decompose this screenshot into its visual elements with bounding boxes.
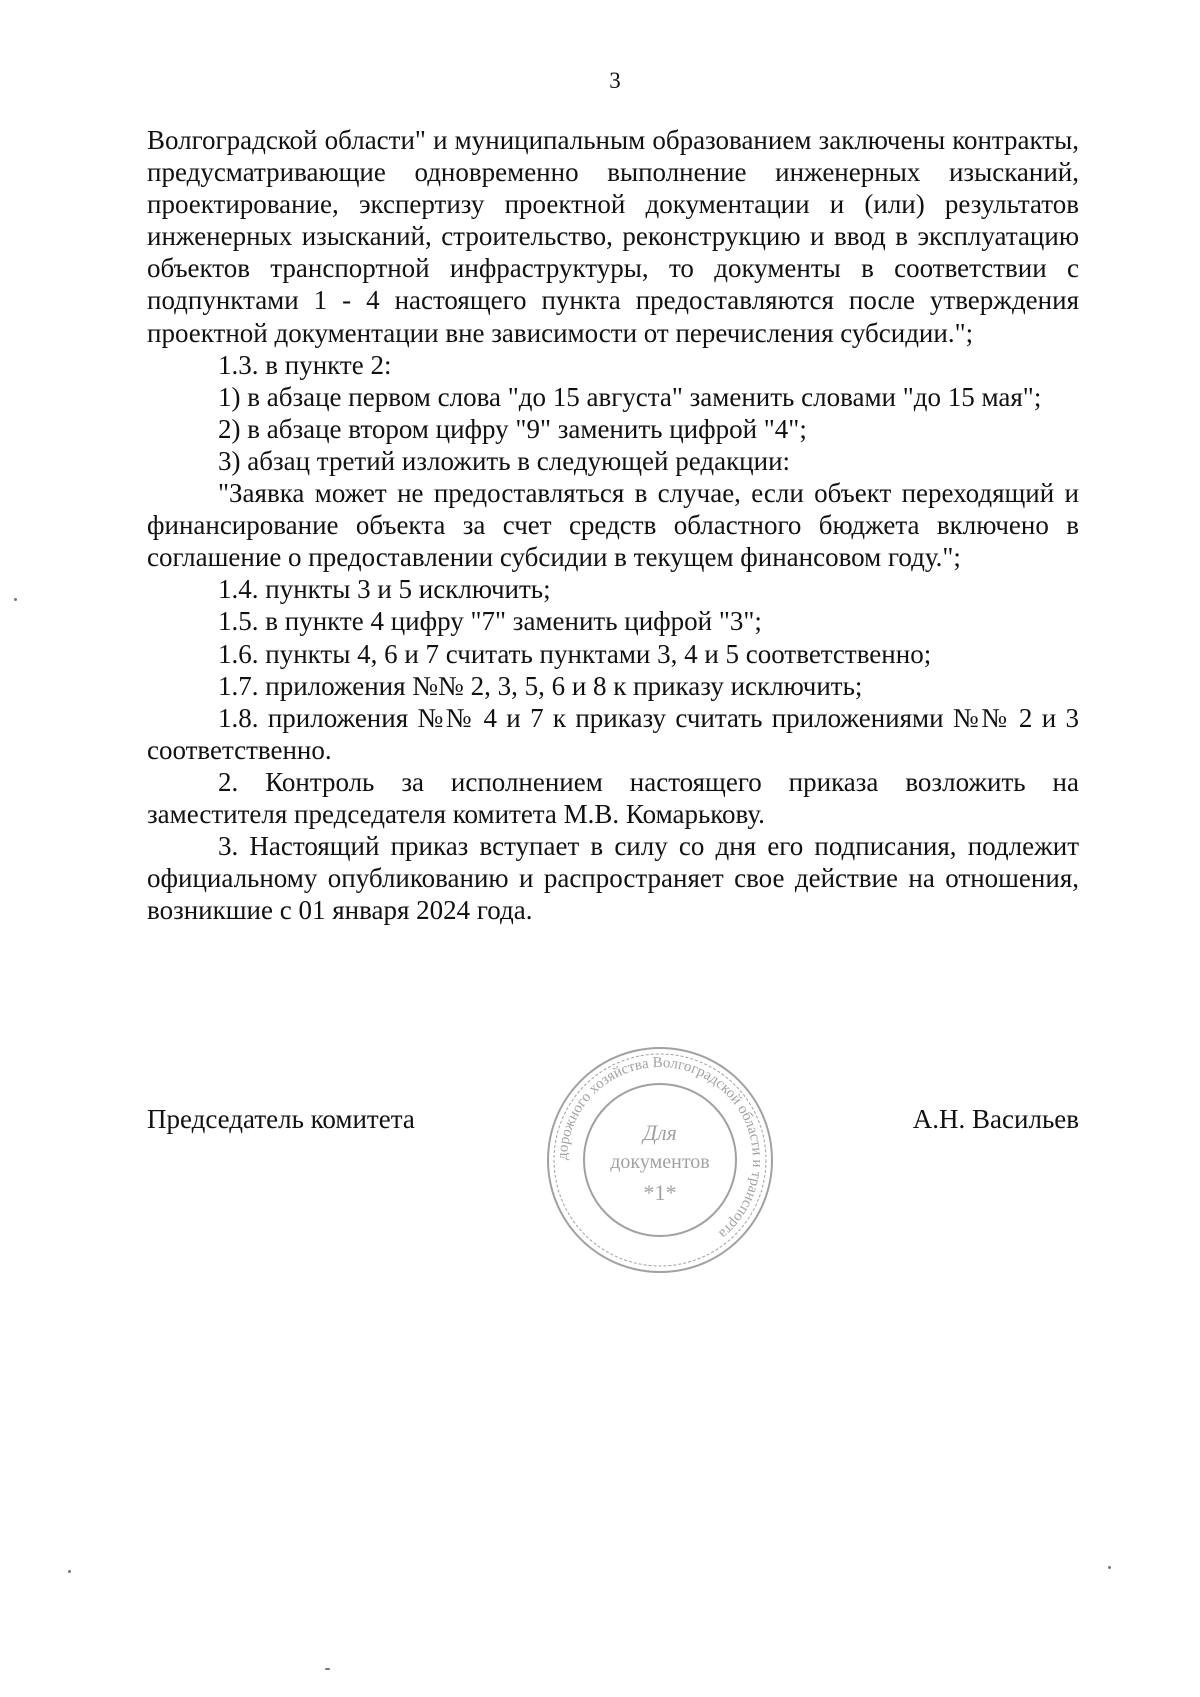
official-stamp	[540, 1040, 780, 1280]
paragraph-1-5: 1.5. в пункте 4 цифру "7" заменить цифрой "3";	[218, 606, 762, 637]
paragraph-1-8: 1.8. приложения №№ 4 и 7 к приказу считать приложениями №№ 2 и 3 соответственно.	[147, 702, 1079, 765]
paragraph-1-4: 1.4. пункты 3 и 5 исключить;	[218, 574, 551, 605]
stamp-center-line-1: Для	[643, 1120, 677, 1145]
stamp-ring-text: дорожного хозяйства Волгоградской области и транспорта	[554, 1054, 766, 1242]
signer-title: Председатель комитета	[147, 1104, 415, 1134]
paragraph-1-3: 1.3. в пункте 2:	[218, 349, 392, 380]
page-number: 3	[609, 68, 621, 93]
stamp-center-line-2: документов	[610, 1151, 710, 1173]
paragraph-1-3-item-3: 3) абзац третий изложить в следующей редакции:	[218, 445, 791, 476]
scan-speck	[1108, 1566, 1111, 1569]
paragraph-3: 3. Настоящий приказ вступает в силу со дня его подписания, подлежит официальному опубликованию и распространяет свое действие на отношения, возникшие с 01 января 2024 года.	[147, 831, 1079, 926]
paragraph-2: 2. Контроль за исполнением настоящего приказа возложить на заместителя председателя комитета М.В. Комарькову.	[147, 766, 1079, 829]
paragraph-1-3-item-2: 2) в абзаце втором цифру "9" заменить цифрой "4";	[218, 413, 807, 444]
paragraph-1-3-item-1: 1) в абзаце первом слова "до 15 августа" заменить словами "до 15 мая";	[218, 381, 1042, 412]
signer-name: А.Н. Васильев	[912, 1104, 1079, 1134]
scan-speck	[325, 1668, 330, 1670]
paragraph-1-7: 1.7. приложения №№ 2, 3, 5, 6 и 8 к приказу исключить;	[218, 670, 863, 701]
paragraph-quoted-amendment: "Заявка может не предоставляться в случае, если объект переходящий и финансирование объекта за счет средств областного бюджета включено в соглашение о предоставлении субсидии в текущем финансовом году.";	[147, 478, 1079, 573]
paragraph-1-6: 1.6. пункты 4, 6 и 7 считать пунктами 3, 4 и 5 соответственно;	[218, 638, 932, 669]
stamp-center-line-3: *1*	[643, 1180, 677, 1205]
scan-speck	[14, 598, 17, 601]
paragraph-continuation: Волгоградской области" и муниципальным образованием заключены контракты, предусматривающие одновременно выполнение инженерных изысканий, проектирование, экспертизу проектной документации и (или) результатов инженерных изысканий, строительство, реконструкцию и ввод в эксплуатацию объектов транспортной инфраструктуры, то документы в соответствии с подпунктами 1 - 4 настоящего пункта предоставляются после утверждения проектной документации вне зависимости от перечисления субсидии.";	[147, 125, 1079, 348]
scan-speck	[68, 1570, 71, 1573]
document-body	[147, 124, 1079, 926]
